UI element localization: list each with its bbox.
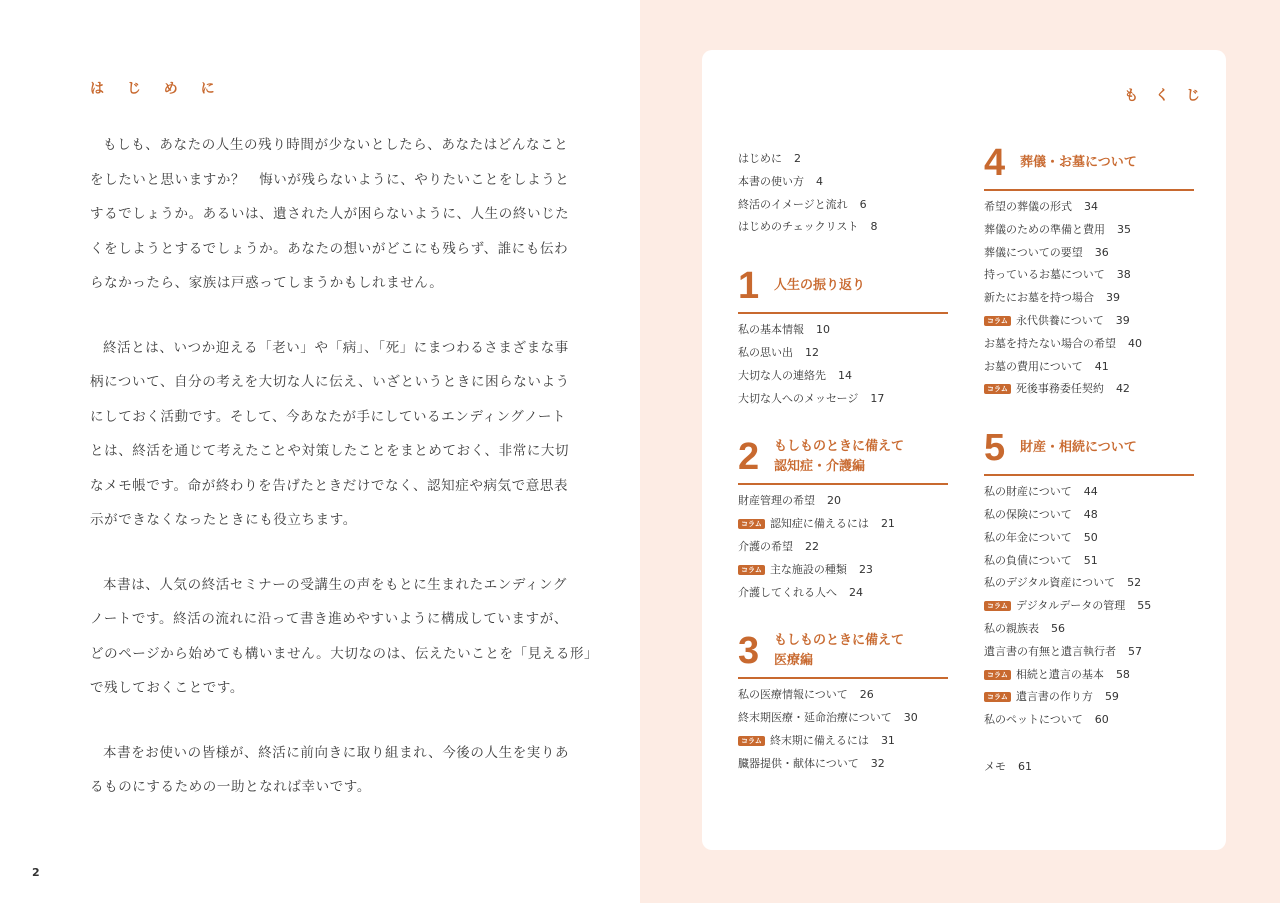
toc-entry-page: 39 (1106, 291, 1120, 305)
toc-entry-label: 私の保険について (984, 507, 1072, 521)
intro-line: ノートです。終活の流れに沿って書き進めやすいように構成していますが、 (90, 611, 568, 627)
chapter-entries (738, 490, 948, 604)
toc-entry[interactable] (738, 342, 948, 365)
toc-entry-label: メモ (984, 759, 1006, 773)
toc-entry-page: 42 (1115, 382, 1130, 396)
chapter-title (774, 437, 904, 477)
column-badge: コラム (738, 736, 765, 746)
toc-entry-label: お墓の費用について (984, 359, 1083, 373)
intro-line: 柄について、自分の考えを大切な人に伝え、いざというときに困らないよう (90, 374, 570, 390)
chapter-heading[interactable] (984, 425, 1194, 476)
toc-entry[interactable] (984, 378, 1194, 401)
chapter-title-line: もしものときに備えて (774, 633, 905, 649)
chapter-entries (984, 481, 1194, 732)
toc-entry[interactable] (984, 310, 1194, 333)
chapter-4 (984, 140, 1194, 401)
toc-entry-label: 希望の葬儀の形式 (984, 200, 1072, 213)
chapter-title-line: 医療編 (774, 653, 814, 669)
toc-entry[interactable] (984, 264, 1194, 287)
toc-entry-label: 私の財産について (984, 485, 1072, 499)
toc-entry-label: 私の親族表 (984, 621, 1039, 635)
chapter-number: 1 (738, 265, 760, 308)
intro-line: とは、終活を通じて考えたことや対策したことをまとめておく、非常に大切 (90, 443, 570, 459)
toc-entry[interactable] (738, 559, 948, 582)
toc-entry-label: 私の基本情報 (738, 323, 804, 337)
toc-entry-page: 32 (870, 756, 885, 770)
toc-entry-page: 41 (1094, 359, 1109, 373)
toc-entry-page: 6 (859, 197, 867, 211)
toc-entry[interactable] (738, 490, 948, 513)
intro-line: もしも、あなたの人生の残り時間が少ないとしたら、あなたはどんなこと (103, 137, 569, 153)
toc-entry-page: 55 (1137, 599, 1152, 613)
intro-line: るものにするための一助となれば幸いです。 (90, 779, 371, 795)
toc-entry[interactable] (984, 686, 1194, 709)
toc-entry[interactable] (738, 319, 948, 342)
toc-entry[interactable] (738, 707, 948, 730)
chapter-title-line: 財産・相続について (1020, 440, 1137, 456)
toc-entry[interactable] (738, 582, 948, 605)
chapter-title-line: 葬儀・お墓について (1020, 155, 1137, 170)
toc-entry[interactable] (984, 550, 1194, 573)
toc-entry-page: 24 (849, 585, 863, 599)
chapter-number: 5 (984, 427, 1006, 470)
toc-entry[interactable] (984, 618, 1194, 641)
column-badge: コラム (984, 316, 1011, 326)
column-badge: コラム (984, 692, 1011, 702)
toc-entry-label: 大切な人へのメッセージ (738, 391, 859, 405)
toc-entry-label: 主な施設の種類 (769, 562, 847, 576)
intro-paragraph (90, 331, 570, 538)
toc-column-left (738, 148, 948, 784)
chapter-number: 2 (738, 436, 760, 479)
toc-entry-label: 終末期医療・延命治療について (738, 711, 892, 725)
toc-entry-page: 56 (1051, 621, 1065, 635)
toc-memo-entry[interactable] (984, 756, 1194, 779)
toc-entry-label: 遺言書の有無と遺言執行者 (984, 644, 1116, 658)
toc-entry-label: 介護してくれる人へ (738, 585, 837, 599)
toc-entry-label: お墓を持たない場合の希望 (984, 336, 1116, 350)
toc-entry[interactable] (738, 684, 948, 707)
toc-entry[interactable] (738, 536, 948, 559)
intro-line: で残しておくことです。 (90, 680, 245, 696)
toc-entry[interactable] (984, 287, 1194, 310)
toc-entry-page: 39 (1115, 313, 1130, 327)
toc-entry[interactable] (738, 513, 948, 536)
intro-line: くをしようとするでしょうか。あなたの想いがどこにも残らず、誰にも伝わ (90, 240, 569, 257)
chapter-title-line: もしものときに備えて (774, 439, 905, 455)
toc-entry-label: 遺言書の作り方 (1015, 690, 1093, 704)
chapter-entries (984, 196, 1194, 401)
toc-entry-label: 永代供養について (1015, 313, 1104, 327)
chapter-number: 3 (738, 630, 760, 673)
toc-entry[interactable] (984, 527, 1194, 550)
toc-entry-page: 17 (870, 391, 885, 405)
toc-entry-label: 私のデジタル資産について (984, 576, 1116, 590)
chapter-title (774, 276, 865, 296)
toc-entry-label: 私のペットについて (984, 713, 1083, 727)
intro-paragraph (90, 128, 570, 301)
toc-entry-page: 40 (1128, 336, 1142, 350)
toc-entry-page: 44 (1083, 485, 1098, 499)
intro-line: するでしょうか。あるいは、遺された人が困らないように、人生の終いじた (90, 206, 570, 222)
chapter-1 (738, 263, 948, 410)
toc-entry-page: 57 (1128, 644, 1142, 658)
toc-entry[interactable] (738, 216, 948, 239)
toc-entry[interactable] (738, 753, 948, 776)
toc-entry-page: 34 (1084, 200, 1098, 213)
toc-entry[interactable] (984, 356, 1194, 379)
toc-entry-label: 認知症に備えるには (769, 517, 869, 531)
toc-column-right (984, 140, 1194, 779)
toc-entry[interactable] (984, 196, 1194, 219)
intro-line: どのページから始めても構いません。大切なのは、伝えたいことを「見える形」 (90, 645, 599, 662)
toc-entry-page: 20 (827, 494, 841, 508)
intro-heading: は じ め に (90, 81, 224, 97)
toc-entry-page: 59 (1104, 690, 1119, 704)
intro-line: 本書は、人気の終活セミナーの受講生の声をもとに生まれたエンディング (103, 576, 567, 593)
column-badge: コラム (984, 384, 1011, 394)
toc-entry-label: 持っているお墓について (984, 268, 1105, 282)
chapter-title (1020, 438, 1137, 458)
toc-entry-page: 4 (816, 174, 823, 188)
chapter-title (774, 631, 904, 671)
toc-entry-page: 31 (880, 733, 895, 747)
column-badge: コラム (984, 670, 1011, 680)
toc-entry-label: 死後事務委任契約 (1015, 382, 1104, 396)
toc-entry-page: 26 (859, 688, 874, 702)
chapter-entries (738, 319, 948, 410)
toc-entry-label: 終末期に備えるには (769, 733, 869, 747)
toc-entry-page: 2 (794, 152, 801, 165)
intro-line: 本書をお使いの皆様が、終活に前向きに取り組まれ、今後の人生を実りあ (103, 744, 570, 761)
toc-entry[interactable] (984, 219, 1194, 242)
toc-entry-page: 23 (858, 562, 873, 576)
toc-entry-label: 私の医療情報について (738, 688, 848, 702)
toc-entry-page: 36 (1094, 245, 1109, 259)
chapter-heading[interactable] (738, 263, 948, 314)
intro-line: 終活とは、いつか迎える「老い」や「病」、「死」にまつわるさまざまな事 (103, 339, 569, 356)
column-badge: コラム (738, 519, 765, 529)
chapter-heading[interactable] (984, 140, 1194, 191)
toc-entry-page: 14 (838, 368, 852, 382)
chapter-3 (738, 628, 948, 775)
toc-entry-label: 介護の希望 (738, 539, 793, 553)
toc-entry[interactable] (738, 365, 948, 388)
toc-entry-label: はじめに (738, 152, 782, 165)
chapter-5 (984, 425, 1194, 732)
toc-entry-label: 私の負債について (984, 553, 1072, 567)
toc-entry-page: 35 (1117, 222, 1131, 236)
intro-paragraph (90, 568, 599, 706)
toc-entry[interactable] (984, 595, 1194, 618)
toc-intro-entries (738, 148, 948, 239)
chapter-number: 4 (984, 142, 1006, 184)
toc-entry-page: 10 (816, 323, 830, 337)
chapter-title-line: 人生の振り返り (774, 278, 866, 294)
page-number: 2 (32, 866, 40, 879)
toc-entry-label: デジタルデータの管理 (1015, 599, 1126, 613)
toc-entry[interactable] (984, 242, 1194, 265)
toc-entry[interactable] (738, 730, 948, 753)
toc-entry-page: 22 (805, 539, 819, 553)
column-badge: コラム (984, 601, 1011, 611)
toc-entry-page: 12 (805, 345, 819, 359)
toc-entry[interactable] (738, 171, 948, 194)
toc-entry[interactable] (738, 388, 948, 411)
toc-entry-page: 30 (903, 711, 918, 725)
toc-entry[interactable] (984, 481, 1194, 504)
toc-entry-label: 新たにお墓を持つ場合 (984, 291, 1094, 305)
intro-line: 示ができなくなったときにも役立ちます。 (90, 512, 357, 528)
chapter-entries (738, 684, 948, 775)
toc-entry[interactable] (984, 709, 1194, 732)
intro-paragraph (90, 736, 570, 805)
toc-entry[interactable] (738, 194, 948, 217)
column-badge: コラム (738, 565, 765, 575)
toc-entry-page: 51 (1083, 553, 1098, 567)
toc-entry-page: 61 (1018, 759, 1032, 773)
intro-line: なメモ帳です。命が終わりを告げたときだけでなく、認知症や病気で意思表 (90, 477, 569, 494)
toc-card (702, 50, 1226, 850)
toc-entry-label: 本書の使い方 (738, 174, 804, 188)
toc-entry-page: 60 (1094, 713, 1109, 727)
toc-entry[interactable] (984, 504, 1194, 527)
toc-entry-page: 52 (1127, 576, 1142, 590)
toc-entry-page: 50 (1083, 530, 1098, 544)
toc-entry-page: 38 (1116, 268, 1131, 282)
toc-entry[interactable] (984, 572, 1194, 595)
toc-entry-label: 終活のイメージと流れ (738, 197, 848, 211)
intro-line: にしておく活動です。そして、今あなたが手にしているエンディングノート (90, 408, 567, 425)
toc-title: も く じ (1124, 88, 1206, 104)
intro-line: らなかったら、家族は戸惑ってしまうかもしれません。 (90, 275, 444, 291)
toc-entry-label: 葬儀のための準備と費用 (984, 222, 1105, 236)
toc-entry-label: 財産管理の希望 (738, 494, 815, 508)
chapter-title-line: 認知症・介護編 (774, 459, 866, 475)
toc-entry-page: 58 (1115, 667, 1130, 681)
chapter-heading[interactable] (738, 628, 948, 679)
toc-entry[interactable] (984, 333, 1194, 356)
toc-entry-page: 48 (1083, 507, 1098, 521)
toc-entry-label: 臓器提供・献体について (738, 756, 859, 770)
toc-entry-page: 21 (880, 517, 895, 531)
toc-entry-label: 相続と遺言の基本 (1015, 667, 1104, 681)
toc-entry[interactable] (984, 641, 1194, 664)
toc-entry-label: 大切な人の連絡先 (738, 368, 826, 382)
toc-entry[interactable] (738, 148, 948, 171)
chapter-heading[interactable] (738, 434, 948, 485)
chapter-title (1020, 153, 1137, 173)
toc-entry-page: 8 (870, 220, 878, 234)
toc-entry-label: 葬儀についての要望 (984, 245, 1083, 259)
toc-entry-label: 私の思い出 (738, 345, 793, 359)
toc-entry-label: はじめのチェックリスト (738, 220, 859, 234)
intro-body (90, 128, 599, 835)
chapter-2 (738, 434, 948, 604)
intro-line: をしたいと思いますか？ 悔いが残らないように、やりたいことをしようと (90, 171, 570, 188)
toc-entry[interactable] (984, 664, 1194, 687)
toc-entry-label: 私の年金について (984, 530, 1072, 544)
